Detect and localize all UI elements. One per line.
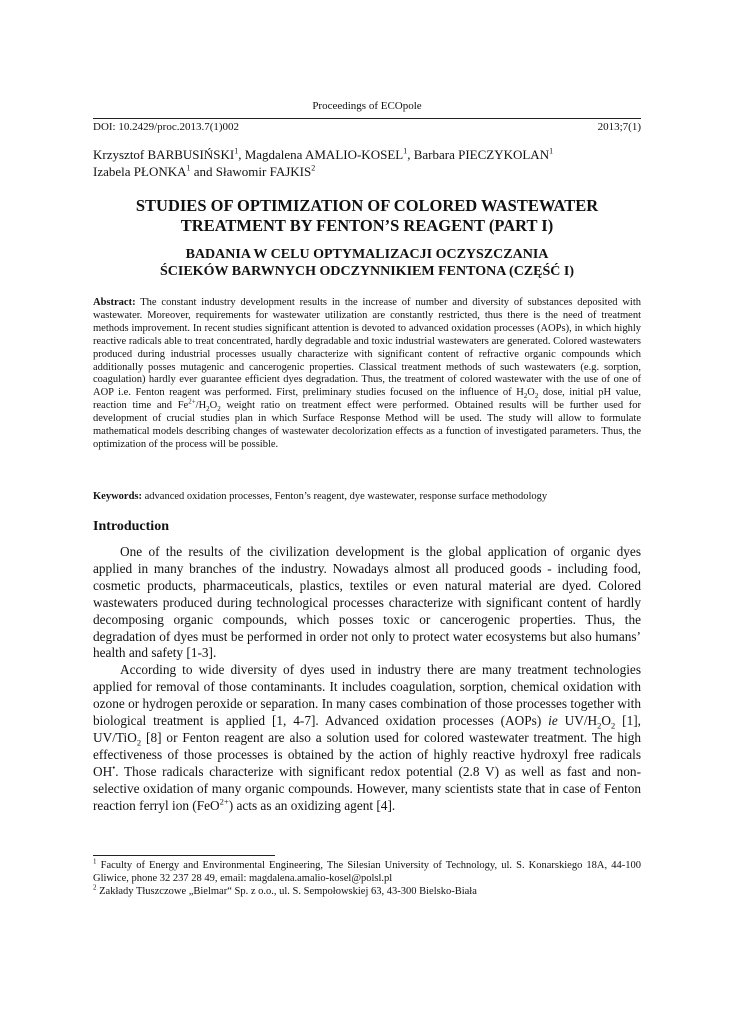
- paragraph: One of the results of the civilization development is the global application of organic dyes applied in many branches of the industry. Nowadays almost all produced goods - including food, cosmetic products, pharmaceuticals, plastics, textiles or even natural material are dyed. Colored wastewaters produced during technological processes characterize with significant content of hardly decomposing organic compounds, which posses toxic or cancerogenic properties. Thus, the degradation of dyes must be performed in order not only to protect water ecosystems but also humans’ health and safety [1-3].: [93, 544, 641, 661]
- author-name: , Magdalena AMALIO-KOSEL: [238, 147, 404, 162]
- abstract-label: Abstract:: [93, 297, 136, 308]
- footnote-mark: 1: [93, 857, 97, 866]
- text-run: . Those radicals characterize with significant redox potential (2.8 V) as well as fast and non-selective oxidation of many organic compounds. However, many scientists state that in case of Fenton reaction ferryl ion (FeO: [93, 763, 641, 813]
- text-run: [1], UV/TiO: [93, 713, 642, 745]
- text-run: UV/H: [557, 713, 598, 729]
- subscript: 2: [523, 392, 528, 401]
- affiliation-mark: 1: [549, 146, 554, 156]
- introduction-body: [93, 544, 641, 815]
- subscript: 2: [534, 392, 539, 401]
- abstract-text: /H: [195, 400, 207, 412]
- author-list: [93, 146, 641, 180]
- text-run: ) acts as an oxidizing agent [4].: [228, 797, 396, 813]
- superscript: •: [112, 762, 116, 773]
- paragraph: [93, 662, 641, 814]
- affiliation-mark: 1: [234, 146, 239, 156]
- paper-title-polish: [93, 246, 641, 280]
- keywords: [93, 490, 641, 503]
- author-name: and Sławomir FAJKIS: [190, 164, 312, 179]
- text-run: [8] or Fenton reagent are also a solution used for colored wastewater treatment. The high effectiveness of those processes is obtained by the action of highly reactive hydroxyl free radicals OH: [93, 729, 641, 779]
- abstract-text: The constant industry development results in the increase of number and diversity of substances deposited with wastewater. Moreover, requirements for wastewater utilization are constantly restricted, thus there is the need of treatment methods improvement. In recent studies significant attention is devoted to advanced oxidation processes (AOPs), in which highly reactive radicals able to treat concentrated, hardly degradable and toxic industrial wastewaters are generated. Colored wastewaters produced during industrial processes usually characterize with significant content of refractive organic compounds which additionally posses mutagenic and cancerogenic properties. Classical treatment methods of such wastewaters (e.g. sorption, coagulation) hardly ever guarantee efficient dyes degradation. Thus, the treatment of colored wastewater with the use of one of AOP i.e. Fenton reagent was performed. First, preliminary studies focused on the influence of H: [93, 297, 641, 399]
- footnote-text: Faculty of Energy and Environmental Engineering, The Silesian University of Technology, ul. S. Konarskiego 18A, 44-100 Gliwice, phone 32 237 28 49, email: magdalena.amalio-kosel@polsl.pl: [93, 860, 641, 884]
- footnotes: [93, 859, 641, 898]
- footnote-mark: 2: [93, 883, 97, 892]
- subscript: 2: [597, 720, 602, 731]
- text-run: According to wide diversity of dyes used in industry there are many treatment technologies applied for removal of those contaminants. It includes coagulation, sorption, chemical oxidation with ozone or hydrogen peroxide or separation. In many cases combination of those processes together with biological treatment is applied [1, 4-7]. Advanced oxidation processes (AOPs): [93, 662, 641, 729]
- title-line: TREATMENT BY FENTON’S REAGENT (PART I): [180, 216, 554, 235]
- abstract-text: dose, initial pH value, reaction time and Fe: [93, 387, 641, 412]
- subscript: 2: [136, 737, 142, 748]
- doi-row: [93, 118, 641, 133]
- author-name: , Barbara PIECZYKOLAN: [407, 147, 550, 162]
- subscript: 2: [611, 720, 616, 731]
- abstract-text: O: [527, 387, 535, 399]
- title-line: STUDIES OF OPTIMIZATION OF COLORED WASTEWATER: [135, 196, 599, 215]
- section-heading: Introduction: [93, 519, 169, 534]
- abstract: [93, 297, 641, 452]
- volume-issue: 2013;7(1): [597, 121, 641, 133]
- abstract-text: O: [209, 400, 218, 412]
- author-name: Krzysztof BARBUSIŃSKI: [93, 147, 235, 162]
- subscript: 2: [217, 405, 221, 414]
- paper-title-english: [93, 196, 641, 236]
- keywords-text: advanced oxidation processes, Fenton’s reagent, dye wastewater, response surface methodology: [142, 491, 548, 502]
- abstract-text: weight ratio on treatment effect were performed. Obtained results will be further used for development of crucial studies plan in which Surface Response Method will be used. The study will allow to formulate mathematical models describing changes of wastewater decolorization effects as a function of investigated parameters. Thus, the optimization of the process will be possible.: [93, 400, 641, 450]
- title-line: ŚCIEKÓW BARWNYCH ODCZYNNIKIEM FENTONA (CZĘŚĆ I): [160, 264, 574, 279]
- superscript: 2+: [188, 397, 196, 406]
- affiliation-mark: 1: [186, 163, 191, 173]
- footnote-divider: [93, 855, 275, 856]
- text-run: O: [601, 713, 612, 729]
- keywords-label: Keywords:: [93, 491, 142, 502]
- subscript: 2: [206, 405, 210, 414]
- doi: DOI: 10.2429/proc.2013.7(1)002: [93, 121, 240, 133]
- affiliation-mark: 2: [311, 163, 316, 173]
- footnote-text: Zakłady Tłuszczowe „Bielmar“ Sp. z o.o., ul. S. Sempołowskiej 63, 43-300 Bielsko-Biała: [96, 886, 477, 897]
- affiliation-mark: 1: [403, 146, 408, 156]
- footnote: [93, 885, 641, 898]
- superscript: 2+: [219, 796, 229, 807]
- footnote: [93, 859, 641, 885]
- running-head: Proceedings of ECOpole: [312, 100, 422, 112]
- author-name: Izabela PŁONKA: [93, 164, 187, 179]
- title-line: BADANIA W CELU OPTYMALIZACJI OCZYSZCZANIA: [185, 247, 549, 262]
- text-run: ie: [548, 713, 558, 729]
